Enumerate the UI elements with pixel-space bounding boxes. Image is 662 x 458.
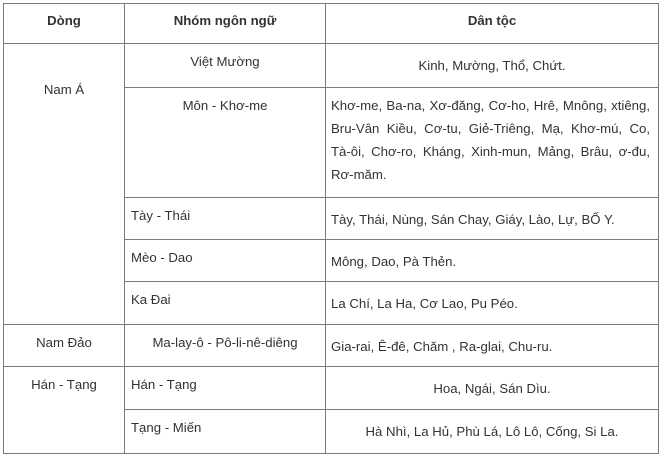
family-cell: Nam Đảo <box>4 325 125 367</box>
group-cell: Ka Đai <box>125 282 326 325</box>
group-cell: Việt Mường <box>125 44 326 88</box>
group-cell: Tạng - Miến <box>125 410 326 454</box>
ethnicity-cell: Hà Nhì, La Hủ, Phù Lá, Lô Lô, Cống, Si La. <box>326 410 659 454</box>
group-cell: Môn - Khơ-me <box>125 88 326 198</box>
group-cell: Hán - Tạng <box>125 367 326 410</box>
group-cell: Mèo - Dao <box>125 240 326 282</box>
family-cell: Nam Á <box>4 44 125 325</box>
ethnicity-cell: Mông, Dao, Pà Thẻn. <box>326 240 659 282</box>
header-line: Dòng <box>4 4 125 44</box>
ethnicity-cell: Tày, Thái, Nùng, Sán Chay, Giáy, Lào, Lự, BỐ Y. <box>326 198 659 240</box>
table-row <box>4 44 659 88</box>
header-ethnicity: Dân tộc <box>326 4 659 44</box>
table-row <box>4 367 659 410</box>
ethnicity-cell: La Chí, La Ha, Cơ Lao, Pu Péo. <box>326 282 659 325</box>
header-language-group: Nhóm ngôn ngữ <box>125 4 326 44</box>
table-row <box>4 325 659 367</box>
ethnicity-cell: Kinh, Mường, Thổ, Chứt. <box>326 44 659 88</box>
ethnicity-cell: Hoa, Ngái, Sán Dìu. <box>326 367 659 410</box>
language-family-table <box>3 3 659 454</box>
group-cell: Tày - Thái <box>125 198 326 240</box>
ethnicity-cell: Khơ-me, Ba-na, Xơ-đăng, Cơ-ho, Hrê, Mnông, xtiêng, Bru-Vân Kiều, Cơ-tu, Giẻ-Triêng, Mạ, Khơ-mú, Co, Tà-ôi, Chơ-ro, Kháng, Xinh-mun, Mảng, Brâu, ơ-đu, Rơ-măm. <box>326 88 659 198</box>
family-cell: Hán - Tạng <box>4 367 125 454</box>
group-cell: Ma-lay-ô - Pô-li-nê-diêng <box>125 325 326 367</box>
ethnicity-cell: Gia-rai, Ê-đê, Chăm , Ra-glai, Chu-ru. <box>326 325 659 367</box>
table-header-row <box>4 4 659 44</box>
